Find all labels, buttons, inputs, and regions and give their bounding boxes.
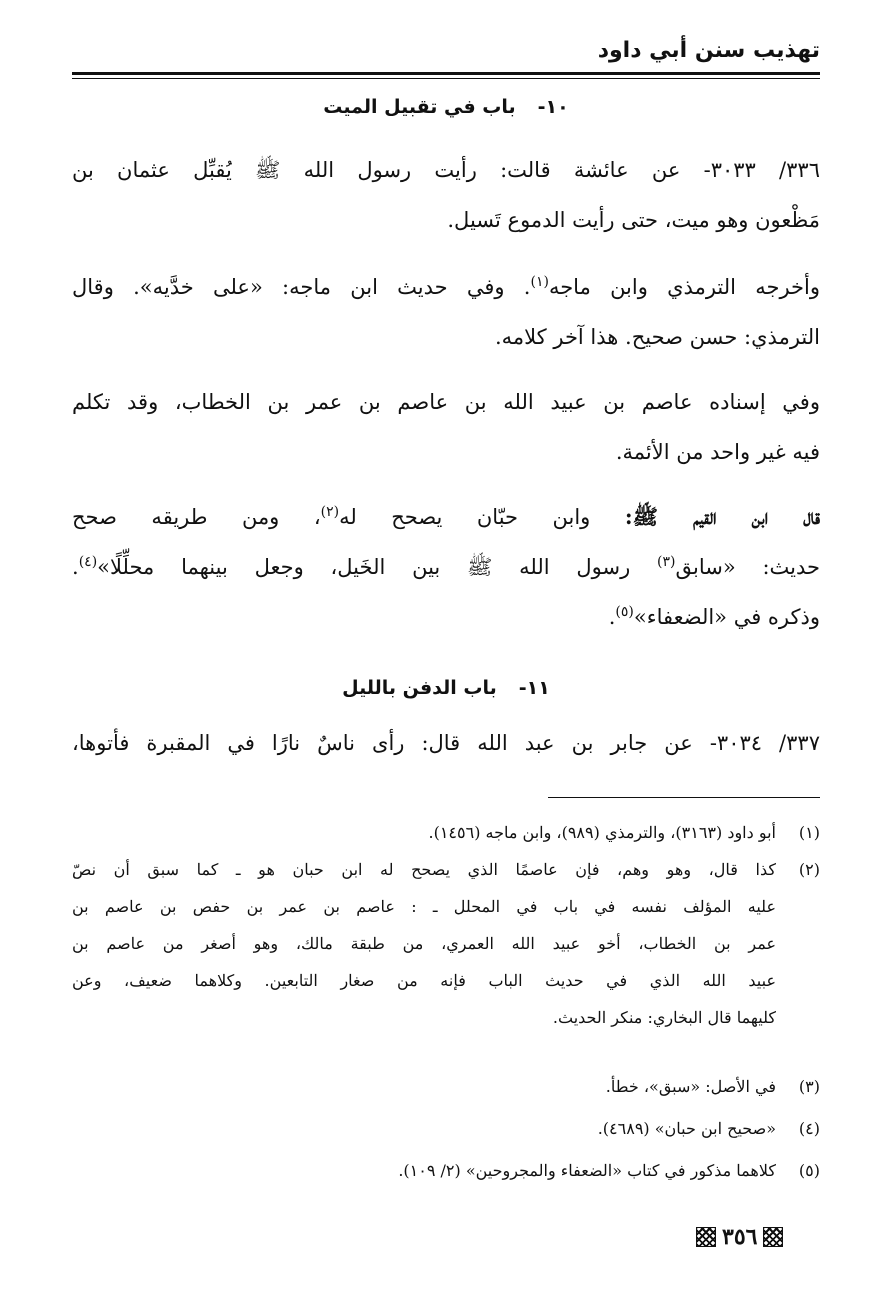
chapter-title: باب الدفن بالليل	[342, 677, 497, 699]
chapter-number: ١٠-	[537, 96, 569, 118]
footnote-line: في الأصل: «سبق»، خطأ.	[605, 1077, 776, 1096]
ibn-qayyim-line-2	[72, 542, 820, 592]
text-run: ، ومن طريقه صحح	[72, 505, 321, 529]
takhrij-line-1	[72, 262, 820, 312]
takhrij-paragraph	[72, 262, 820, 362]
footnote-1	[72, 814, 820, 851]
ibn-qayyim-line-1	[72, 492, 820, 542]
footnote-number: (٢)	[798, 860, 820, 879]
header-rule-thin	[72, 78, 820, 79]
footnote-ref: (٥)	[615, 604, 634, 620]
text-run: وأخرجه الترمذي وابن ماجه	[548, 275, 820, 299]
isnad-paragraph	[72, 377, 820, 477]
hadith-336-line-1	[72, 145, 820, 195]
footnote-line: كذا قال، وهو وهم، فإن عاصمًا الذي يصحح له ابن حبان هو ـ كما سبق أن نصّ	[72, 860, 776, 879]
page-number: ٣٥٦	[722, 1224, 758, 1250]
footnote-ref: (٢)	[320, 504, 340, 520]
footnote-line: عليه المؤلف نفسه في باب في المحلل ـ : عاصم بن عمر بن حفص بن عاصم بن	[72, 897, 776, 916]
header-rule-thick	[72, 72, 820, 75]
text-run: .	[608, 605, 616, 629]
page-number-block	[696, 1224, 783, 1250]
footnote-number: (١)	[798, 823, 820, 842]
isnad-line-2: فيه غير واحد من الأئمة.	[615, 440, 820, 464]
footnote-4	[72, 1110, 820, 1147]
ornament-left-icon	[696, 1227, 716, 1247]
chapter-number: ١١-	[518, 677, 550, 699]
footnote-line: عمر بن الخطاب، أخو عبيد الله العمري، من طبقة مالك، وهو أصغر من عاصم بن	[72, 934, 776, 953]
text-run: . وفي حديث ابن ماجه: «على خدَّيه». وقال	[72, 275, 531, 299]
footnote-line: «صحيح ابن حبان» (٤٦٨٩).	[597, 1119, 776, 1138]
ibn-qayyim-lead: قال ابن القيم ﷺ:	[624, 504, 820, 529]
isnad-line-1: وفي إسناده عاصم بن عبيد الله بن عاصم بن عمر بن الخطاب، وقد تكلم	[72, 390, 820, 414]
footnote-number: (٥)	[798, 1161, 820, 1180]
chapter-heading-10	[72, 96, 820, 118]
hadith-337-line-1	[72, 718, 820, 768]
footnote-text	[72, 1152, 776, 1189]
footnote-text	[72, 814, 776, 851]
footnote-line: كلاهما مذكور في كتاب «الضعفاء والمجروحين» (٢/ ١٠٩).	[398, 1161, 776, 1180]
footnote-2	[72, 851, 820, 1036]
hadith-text: عن عائشة قالت: رأيت رسول الله ﷺ يُقبِّل عثمان بن	[72, 158, 681, 182]
hadith-number: ٣٣٦/ ٣٠٣٣-	[703, 158, 820, 182]
chapter-heading-11	[72, 677, 820, 699]
footnote-line: كليهما قال البخاري: منكر الحديث.	[552, 1008, 776, 1027]
footnote-line: عبيد الله الذي في حديث الباب فإنه من صغار التابعين. وكلاهما ضعيف، وعن	[72, 971, 776, 990]
footnote-separator	[548, 797, 820, 798]
footnote-ref: (٣)	[657, 554, 676, 570]
footnote-number: (٣)	[798, 1077, 820, 1096]
footnote-5	[72, 1152, 820, 1189]
footnote-3	[72, 1068, 820, 1105]
ibn-qayyim-paragraph	[72, 492, 820, 642]
footnote-ref: (١)	[530, 274, 549, 290]
footnote-text	[72, 1110, 776, 1147]
text-run: وذكره في «الضعفاء»	[633, 605, 820, 629]
hadith-337	[72, 718, 820, 768]
running-title: تهذيب سنن أبي داود	[597, 38, 820, 63]
ornament-right-icon	[763, 1227, 783, 1247]
footnote-line: أبو داود (٣١٦٣)، والترمذي (٩٨٩)، وابن ماجه (١٤٥٦).	[428, 823, 776, 842]
hadith-336	[72, 145, 820, 245]
takhrij-line-2: الترمذي: حسن صحيح. هذا آخر كلامه.	[494, 325, 820, 349]
hadith-text: عن جابر بن عبد الله قال: رأى ناسٌ نارًا في المقبرة فأتوها،	[72, 731, 693, 755]
ibn-qayyim-line-3	[72, 592, 820, 642]
hadith-336-line-2: مَظْعون وهو ميت، حتى رأيت الدموع تَسيل.	[447, 208, 820, 232]
footnote-text	[72, 851, 776, 1036]
text-run: رسول الله ﷺ بين الخَيل، وجعل بينهما محلِّلًا»	[97, 555, 631, 579]
footnote-ref: (٤)	[78, 554, 98, 570]
text-run: حديث: «سابق	[675, 555, 820, 579]
footnote-number: (٤)	[798, 1119, 820, 1138]
text-run: وابن حبّان يصحح له	[339, 505, 591, 529]
chapter-title: باب في تقبيل الميت	[323, 96, 516, 118]
text-run: .	[72, 555, 79, 579]
footnote-text	[72, 1068, 776, 1105]
hadith-number: ٣٣٧/ ٣٠٣٤-	[709, 731, 820, 755]
